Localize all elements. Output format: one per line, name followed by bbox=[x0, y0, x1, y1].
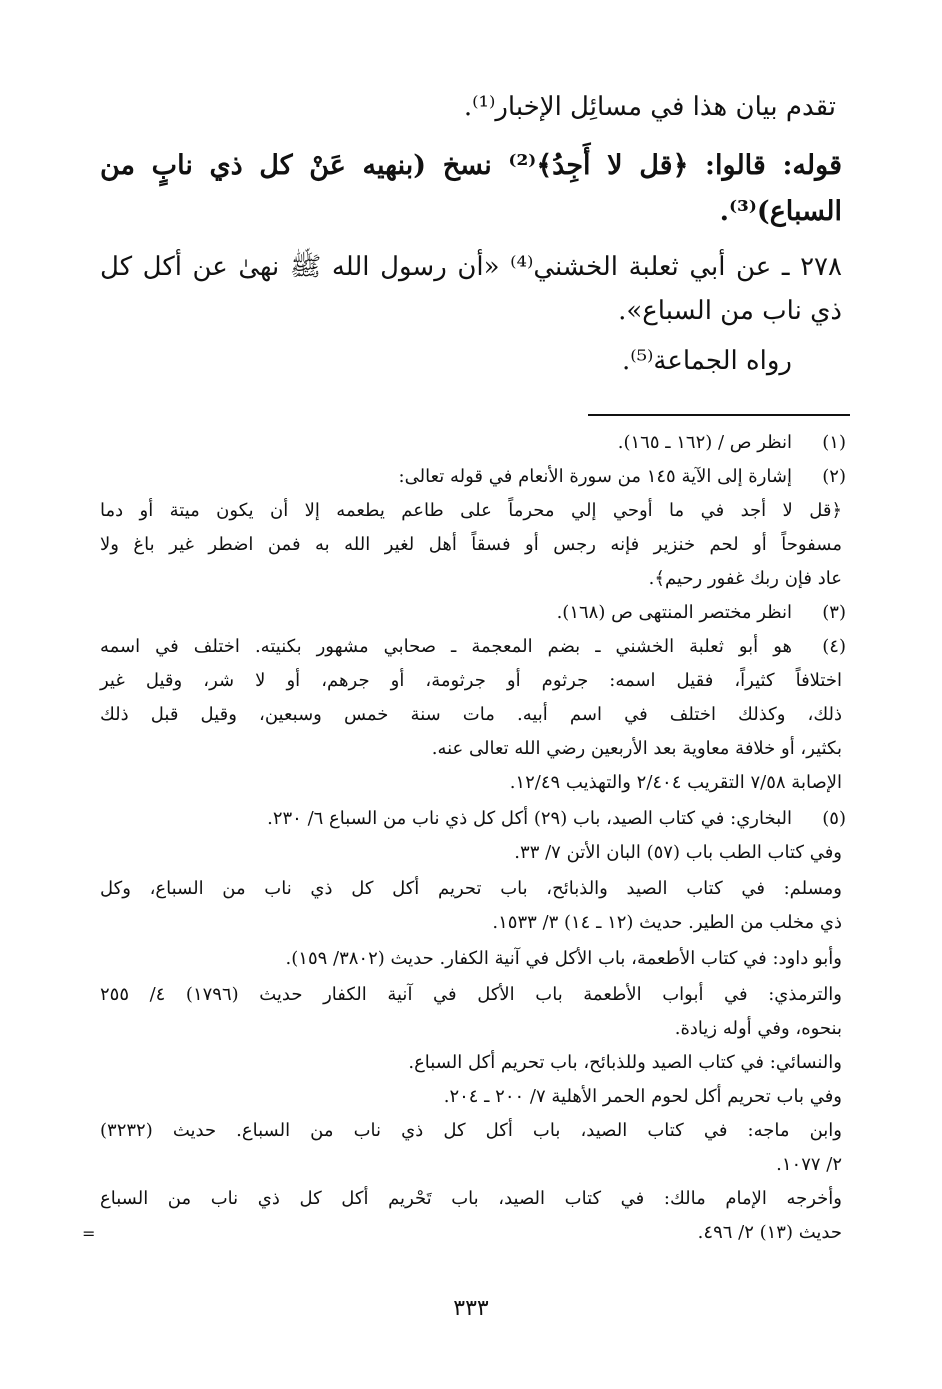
footnote-line: البخاري: في كتاب الصيد، باب (٢٩) أكل كل ذي ناب من السباع ٦/ ٢٣٠. bbox=[267, 808, 792, 829]
footnote-line: ومسلم: في كتاب الصيد والذبائح، باب تحريم أكل كل ذي ناب من السباع، وكل bbox=[100, 878, 842, 899]
page-number: ٣٣٣ bbox=[453, 1296, 489, 1321]
paragraph-intro: تقدم بيان هذا في مسائِل الإخبار⁽¹⁾. bbox=[463, 92, 836, 122]
footnote-line: مسفوحاً أو لحم خنزير فإنه رجس أو فسقاً أهل لغير الله به فمن اضطر غير باغ ولا bbox=[100, 534, 842, 555]
footnote-separator bbox=[588, 414, 850, 416]
heading-line-1: قوله: قالوا: ﴿قل لا أَجِدُ﴾⁽²⁾ نسخ (بنهيه عَنْ كل ذي نابٍ من bbox=[100, 150, 842, 181]
footnote-number: (٤) bbox=[822, 636, 846, 657]
footnote-number: (٢) bbox=[822, 466, 846, 487]
footnote-line: بنحوه، وفي أوله زيادة. bbox=[674, 1018, 842, 1039]
footnote-line: الإصابة ٧/٥٨ التقريب ٢/٤٠٤ والتهذيب ١٢/٤٩. bbox=[509, 772, 842, 793]
footnote-line: إشارة إلى الآية ١٤٥ من سورة الأنعام في قوله تعالى: bbox=[398, 466, 792, 487]
footnote-line: والنسائي: في كتاب الصيد وللذبائح، باب تحريم أكل السباع. bbox=[408, 1052, 842, 1073]
footnote-line: ذي مخلب من الطير. حديث (١٢ ـ ١٤) ٣/ ١٥٣٣. bbox=[492, 912, 842, 933]
footnote-line: ٢/ ١٠٧٧. bbox=[776, 1154, 842, 1175]
footnote-line: والترمذي: في أبواب الأطعمة باب الأكل في آنية الكفار حديث (١٧٩٦) ٤/ ٢٥٥ bbox=[100, 984, 843, 1005]
heading-line-2: السباع)⁽³⁾. bbox=[719, 196, 842, 227]
footnote-line: انظر ص / (١٦٢ ـ ١٦٥). bbox=[617, 432, 792, 453]
hadith-line-2: ذي ناب من السباع». bbox=[618, 296, 842, 326]
footnote-line: وأبو داود: في كتاب الأطعمة، باب الأكل في آنية الكفار. حديث (٣٨٠٢/ ١٥٩). bbox=[285, 948, 842, 969]
footnote-line: انظر مختصر المنتهى ص (١٦٨). bbox=[556, 602, 792, 623]
footnote-number: (٣) bbox=[822, 602, 846, 623]
footnote-line: وابن ماجه: في كتاب الصيد، باب أكل كل ذي ناب من السباع. حديث (٣٢٣٢) bbox=[100, 1120, 842, 1141]
footnote-line: بكثير، أو خلافة معاوية بعد الأربعين رضي الله تعالى عنه. bbox=[431, 738, 842, 759]
footnote-line: ذلك، وكذلك اختلف في اسم أبيه. مات سنة خمس وسبعين، وقيل قبل ذلك bbox=[100, 704, 842, 725]
footnote-line: اختلافاً كثيراً، فقيل اسمه: جرثوم أو جرثومة، أو جرهم، أو لا شر، وقيل غير bbox=[100, 670, 842, 691]
footnote-line: ﴿قل لا أجد في ما أوحي إلي محرماً على طاعم يطعمه إلا أن يكون ميتة أو دما bbox=[100, 500, 842, 521]
footnote-line: وأخرجه الإمام مالك: في كتاب الصيد، باب تَحْريم أكل كل ذي ناب من السباع bbox=[100, 1188, 842, 1209]
footnote-line: وفي كتاب الطب باب (٥٧) البان الأتن ٧/ ٣٣. bbox=[514, 842, 842, 863]
margin-mark: = bbox=[82, 1224, 96, 1243]
footnote-line: وفي باب تحريم أكل لحوم الحمر الأهلية ٧/ ٢٠٠ ـ ٢٠٤. bbox=[443, 1086, 842, 1107]
hadith-source: رواه الجماعة⁽⁵⁾. bbox=[621, 346, 792, 376]
footnote-line: عاد فإن ربك غفور رحيم﴾. bbox=[648, 568, 842, 589]
footnote-line: حديث (١٣) ٢/ ٤٩٦. bbox=[697, 1222, 842, 1243]
footnote-number: (٥) bbox=[822, 808, 846, 829]
hadith-line-1: ٢٧٨ ـ عن أبي ثعلبة الخشني⁽⁴⁾ «أن رسول الله ﷺ نهىٰ عن أكل كل bbox=[100, 252, 842, 282]
footnote-line: هو أبو ثعلبة الخشني ـ بضم المعجمة ـ صحابي مشهور بكنيته. اختلف في اسمه bbox=[100, 636, 792, 657]
footnote-number: (١) bbox=[822, 432, 846, 453]
